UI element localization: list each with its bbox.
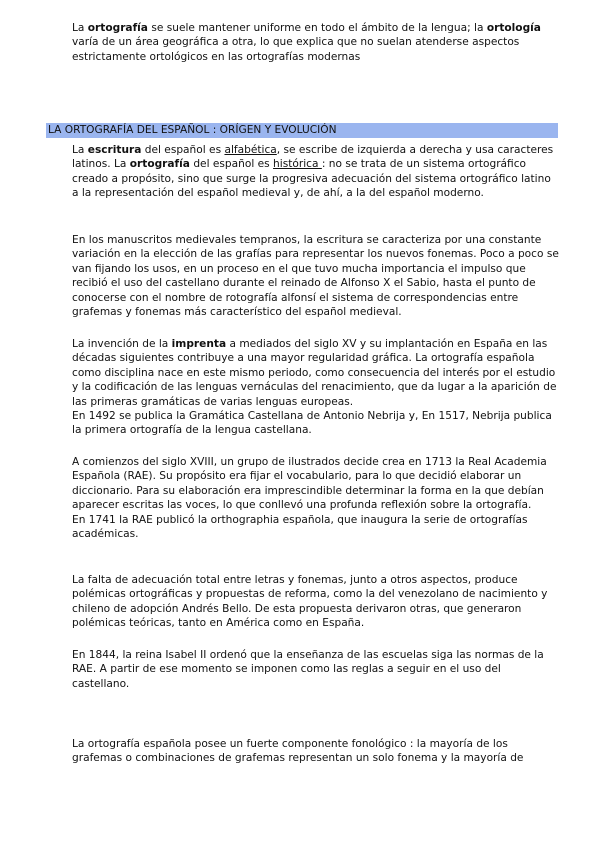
paragraph-escritura: La escritura del español es alfabética, se escribe de izquierda a derecha y usa caracteres latinos. La ortografía del español es histórica : no se trata de un sistema ortográfico creado a propósito, sino que surge la progresiva adecuación del sistema ortográfico latino a la representación del español medieval y, de ahí, a la del español moderno. [72, 144, 554, 200]
paragraph-reformas: La falta de adecuación total entre letras y fonemas, junto a otros aspectos, produce polémicas ortográficas y propuestas de reforma, como la del venezolano de nacimiento y chileno de adopción Andrés Bello. De esta propuesta derivaron otras, que generaron polémicas teóricas, tanto en América como en España. [72, 574, 548, 630]
paragraph-rae: A comienzos del siglo XVIII, un grupo de ilustrados decide crea en 1713 la Real Academia Española (RAE). Su propósito era fijar el vocabulario, para lo que decidió elaborar un diccionario. Para su elaboración era imprescindible determinar la forma en la que debían aparecer escritas las voces, lo que conllevó una profunda reflexión sobre la ortografía. En 1741 la RAE publicó la orthographia española, que inaugura la serie de ortografías académicas. [72, 456, 547, 541]
section-heading: LA ORTOGRAFÍA DEL ESPAÑOL : ORÍGEN Y EVOLUCIÓN [46, 123, 558, 138]
intro-paragraph: La ortografía se suele mantener uniforme en todo el ámbito de la lengua; la ortología varía de un área geográfica a otra, lo que explica que no suelan atenderse aspectos estrictamente ortológicos en las ortografías modernas [72, 22, 541, 63]
paragraph-manuscritos: En los manuscritos medievales tempranos, la escritura se caracteriza por una constante variación en la elección de las grafías para representar los nuevos fonemas. Poco a poco se van fijando los usos, en un proceso en el que tuvo mucha importancia el impulso que recibió el uso del castellano durante el reinado de Alfonso X el Sabio, hasta el punto de conocerse con el nombre de rotografía alfonsí el sistema de correspondencias entre grafemas y fonemas más característico del español medieval. [72, 234, 559, 319]
paragraph-isabel: En 1844, la reina Isabel II ordenó que la enseñanza de las escuelas siga las normas de la RAE. A partir de ese momento se imponen como las reglas a seguir en el uso del castellano. [72, 649, 544, 690]
paragraph-fonologico: La ortografía española posee un fuerte componente fonológico : la mayoría de los grafemas o combinaciones de grafemas representan un solo fonema y la mayoría de [72, 738, 524, 765]
paragraph-imprenta: La invención de la imprenta a mediados del siglo XV y su implantación en España en las décadas siguientes contribuye a una mayor regularidad gráfica. La ortografía española como disciplina nace en este mismo periodo, como consecuencia del interés por el estudio y la codificación de las lenguas vernáculas del renacimiento, que da lugar a la aparición de las primeras gramáticas de varias lenguas europeas. En 1492 se publica la Gramática Castellana de Antonio Nebrija y, En 1517, Nebrija publica la primera ortografía de la lengua castellana. [72, 338, 557, 437]
